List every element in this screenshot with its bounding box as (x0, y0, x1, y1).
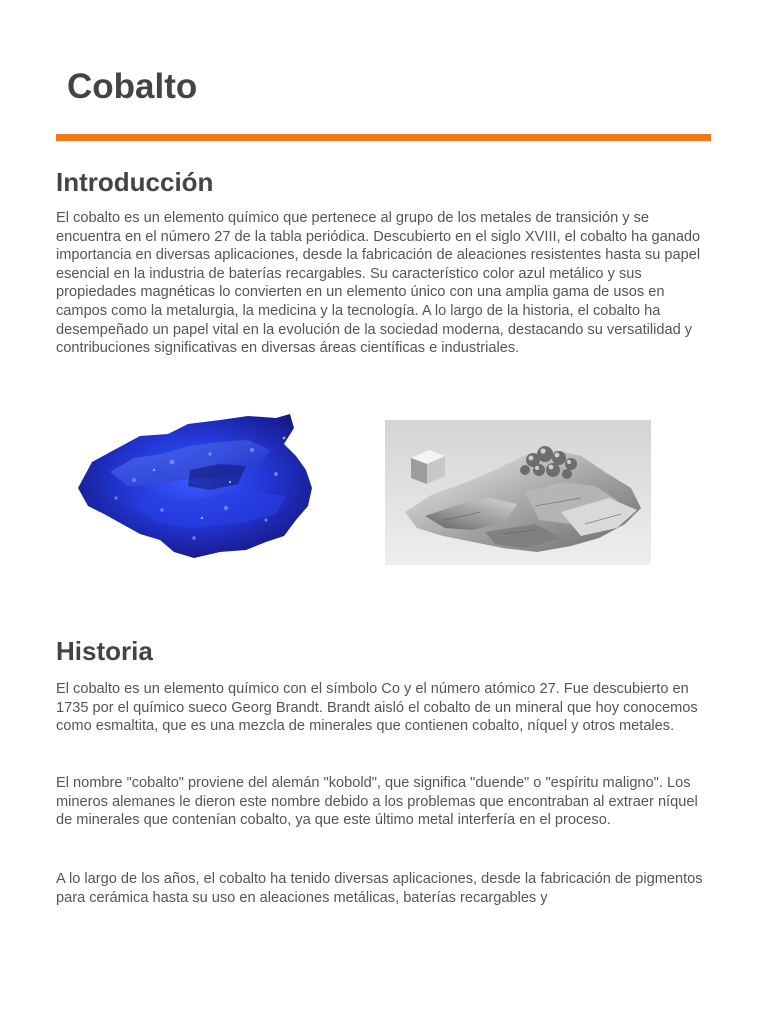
section-heading-introduccion: Introducción (56, 167, 214, 197)
silver-cobalt-metal-photo (385, 420, 651, 565)
historia-paragraph-3: A lo largo de los años, el cobalto ha tenido diversas aplicaciones, desde la fabricación de pigmentos para cerámica hasta su uso en aleaciones metálicas, baterías recargables y (56, 871, 703, 906)
section-heading-historia: Historia (56, 636, 153, 666)
page-title: Cobalto (67, 67, 198, 106)
intro-paragraph: El cobalto es un elemento químico que pertenece al grupo de los metales de transición y se encuentra en el número 27 de la tabla periódica. Descubierto en el siglo XVIII, el cobalto ha ganado importancia en diversas aplicaciones, desde la fabricación de aleaciones resistentes hasta su papel esencial en la industria de baterías recargables. Su característico color azul metálico y sus propiedades magnéticas lo convierten en un elemento único con una amplia gama de usos en campos como la metalurgia, la medicina y la tecnología. A lo largo de la historia, el cobalto ha desempeñado un papel vital en la evolución de la sociedad moderna, destacando su versatilidad y contribuciones significativas en diversas áreas científicas e industriales. (56, 210, 701, 357)
historia-paragraph-2: El nombre "cobalto" proviene del alemán "kobold", que significa "duende" o "espíritu maligno". Los mineros alemanes le dieron este nombre debido a los problemas que encontraban al extraer níquel de minerales que contenían cobalto, ya que este último metal interfería en el proceso. (56, 775, 698, 829)
historia-paragraph-1: El cobalto es un elemento químico con el símbolo Co y el número atómico 27. Fue descubierto en 1735 por el químico sueco Georg Brandt. Brandt aisló el cobalto de un mineral que hoy conocemos como esmaltita, que es una mezcla de minerales que contienen cobalto, níquel y otros metales. (56, 681, 698, 735)
title-divider (56, 134, 711, 141)
blue-cobalt-mineral-photo (70, 410, 320, 565)
